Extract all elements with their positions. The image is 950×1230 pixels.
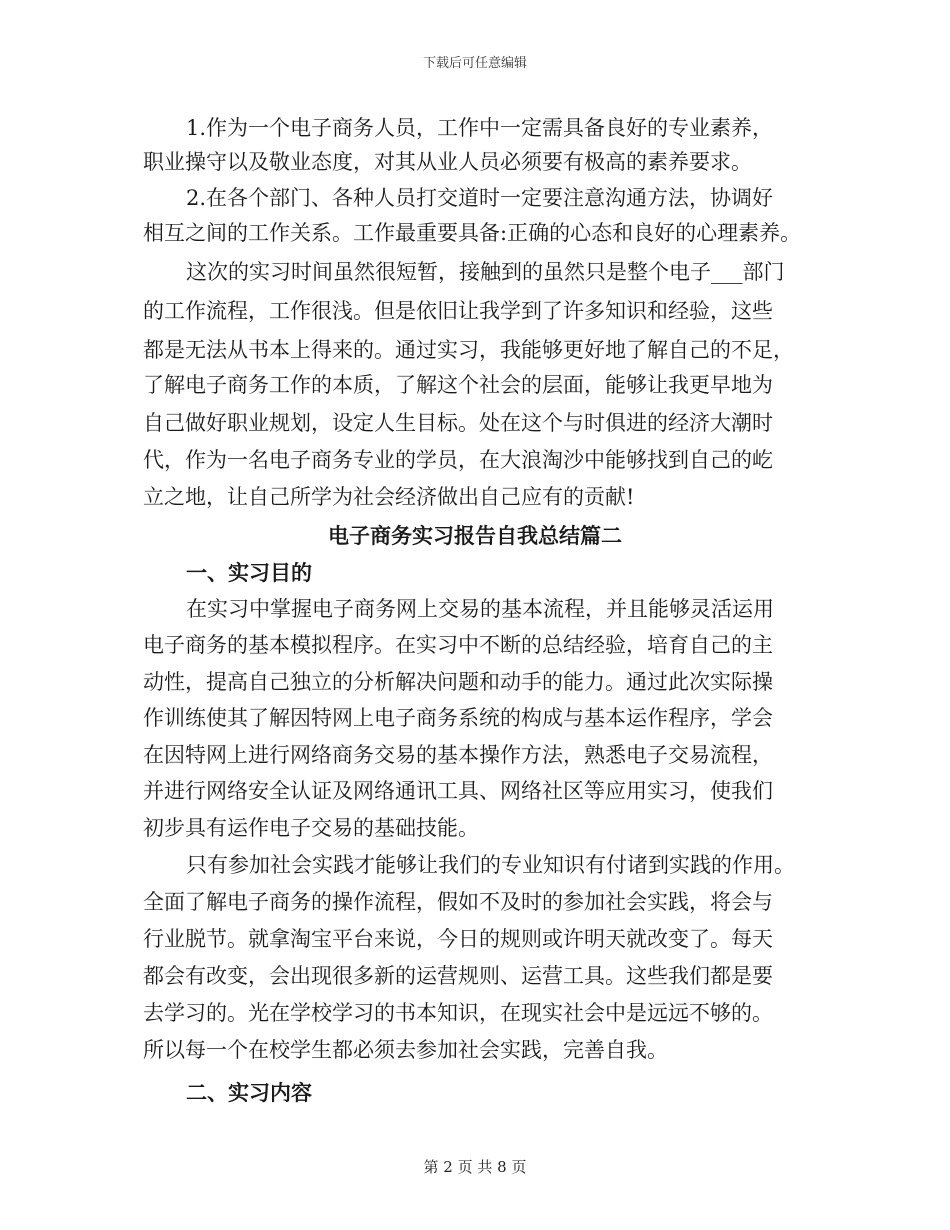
page-footer: 第 2 页 共 8 页 [423, 1158, 527, 1176]
paragraph-line: 初步具有运作电子交易的基础技能。 [143, 816, 479, 840]
page-header: 下载后可任意编辑 [422, 56, 527, 71]
paragraph-line: 电子商务的基本模拟程序。在实习中不断的总结经验，培育自己的主 [143, 633, 773, 657]
section-heading: 一、实习目的 [186, 560, 312, 585]
paragraph-line: 只有参加社会实践才能够让我们的专业知识有付诸到实践的作用。 [186, 853, 795, 877]
paragraph-line: 自己做好职业规划，设定人生目标。处在这个与时俱进的经济大潮时 [143, 411, 773, 435]
paragraph-line: 2.在各个部门、各种人员打交道时一定要注意沟通方法，协调好 [186, 186, 774, 210]
paragraph-line: 作训练使其了解因特网上电子商务系统的构成与基本运作程序，学会 [143, 706, 773, 730]
paragraph-line: 相互之间的工作关系。工作最重要具备:正确的心态和良好的心理素养。 [143, 221, 802, 245]
paragraph-line: 去学习的。光在学校学习的书本知识，在现实社会中是远远不够的。 [143, 1001, 773, 1025]
paragraph-line: 所以每一个在校学生都必须去参加社会实践，完善自我。 [143, 1038, 668, 1062]
paragraph-line: 动性，提高自己独立的分析解决问题和动手的能力。通过此次实际操 [143, 670, 773, 694]
paragraph-line: 在实习中掌握电子商务网上交易的基本流程，并且能够灵活运用 [186, 597, 774, 621]
paragraph-line: 全面了解电子商务的操作流程，假如不及时的参加社会实践，将会与 [143, 890, 773, 914]
section-title: 电子商务实习报告自我总结篇二 [328, 523, 622, 548]
paragraph-line: 都是无法从书本上得来的。通过实习，我能够更好地了解自己的不足， [143, 338, 794, 362]
paragraph-line: 1.作为一个电子商务人员，工作中一定需具备良好的专业素养， [186, 116, 774, 140]
paragraph-line: 在因特网上进行网络商务交易的基本操作方法，熟悉电子交易流程， [143, 743, 773, 767]
paragraph-line: 并进行网络安全认证及网络通讯工具、网络社区等应用实习，使我们 [143, 779, 773, 803]
paragraph-line: 行业脱节。就拿淘宝平台来说，今日的规则或许明天就改变了。每天 [143, 927, 773, 951]
paragraph-line: 这次的实习时间虽然很短暂，接触到的虽然只是整个电子___部门 [186, 260, 785, 284]
paragraph-line: 立之地，让自己所学为社会经济做出自己应有的贡献! [143, 485, 635, 509]
paragraph-line: 代，作为一名电子商务专业的学员，在大浪淘沙中能够找到自己的屹 [143, 448, 773, 472]
paragraph-line: 了解电子商务工作的本质，了解这个社会的层面，能够让我更早地为 [143, 373, 773, 397]
paragraph-line: 都会有改变，会出现很多新的运营规则、运营工具。这些我们都是要 [143, 964, 773, 988]
paragraph-line: 职业操守以及敬业态度，对其从业人员必须要有极高的素养要求。 [143, 150, 752, 174]
paragraph-line: 的工作流程，工作很浅。但是依旧让我学到了许多知识和经验，这些 [143, 299, 773, 323]
section-heading: 二、实习内容 [186, 1080, 312, 1105]
